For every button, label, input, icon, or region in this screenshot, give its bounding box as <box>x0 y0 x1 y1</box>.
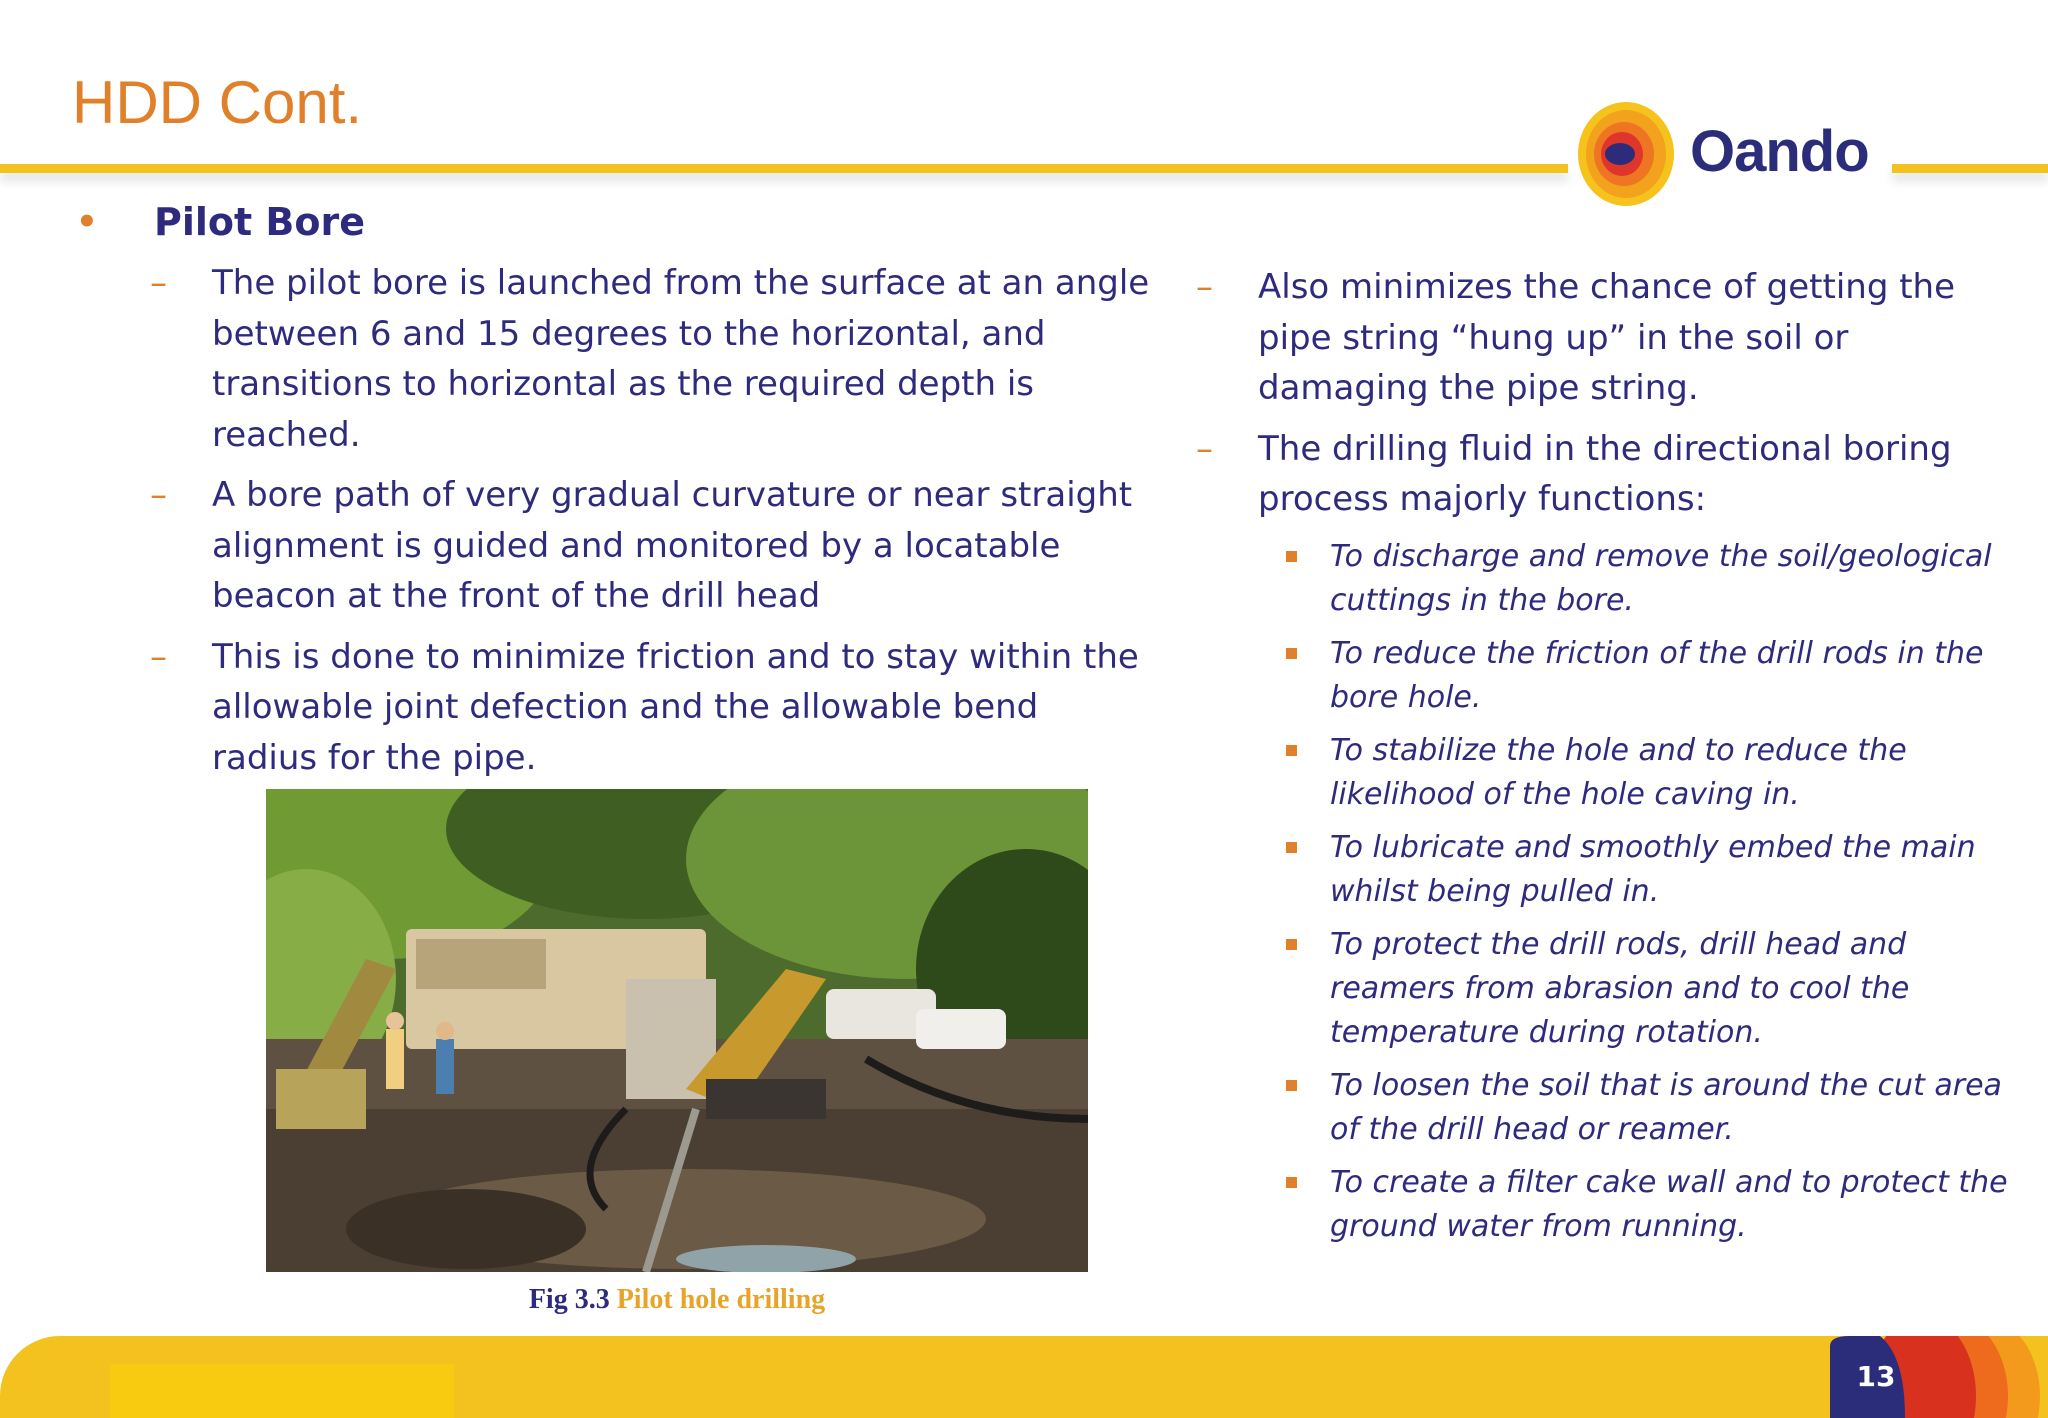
dash-icon: – <box>150 263 167 303</box>
oando-logo-mark-icon <box>1572 98 1682 210</box>
left-bullet-text: A bore path of very gradual curvature or near straight alignment is guided and monitored by a locatable beacon at the front of the drill head <box>212 475 1133 616</box>
slide-title: HDD Cont. <box>72 69 363 136</box>
oando-logo <box>1572 98 1902 210</box>
footer-placeholder-box <box>110 1364 454 1418</box>
list-item <box>1192 424 2012 525</box>
function-item <box>1192 632 2012 720</box>
bullet-dot-icon: • <box>76 202 98 242</box>
function-item <box>1192 535 2012 623</box>
logo-wordmark: Oando <box>1690 119 1869 184</box>
right-bullet-text: The drilling fluid in the directional boring process majorly functions: <box>1258 428 1952 519</box>
list-item <box>70 470 1150 622</box>
function-item <box>1192 729 2012 817</box>
left-column <box>70 196 1150 783</box>
figure-description: Pilot hole drilling <box>616 1284 826 1315</box>
dash-icon: – <box>1196 267 1213 307</box>
dash-icon: – <box>150 475 167 515</box>
function-item <box>1192 1161 2012 1249</box>
function-text: To protect the drill rods, drill head and reamers from abrasion and to cool the temperature during rotation. <box>1330 926 1910 1050</box>
list-item <box>70 632 1150 784</box>
page-number: 13 <box>1856 1360 1896 1393</box>
header-rule-right <box>1892 164 2048 173</box>
square-bullet-icon <box>1286 939 1297 950</box>
figure-caption <box>266 1284 1088 1316</box>
function-text: To loosen the soil that is around the cut area of the drill head or reamer. <box>1330 1067 2002 1147</box>
square-bullet-icon <box>1286 551 1297 562</box>
function-text: To reduce the friction of the drill rods in the bore hole. <box>1330 635 1984 715</box>
figure-label: Fig 3.3 <box>528 1284 610 1315</box>
footer-band <box>0 1336 2048 1418</box>
pilot-hole-drilling-photo <box>266 789 1088 1272</box>
square-bullet-icon <box>1286 648 1297 659</box>
right-bullet-text: Also minimizes the chance of getting the pipe string “hung up” in the soil or damaging the pipe string. <box>1258 267 1956 408</box>
dash-icon: – <box>150 636 167 677</box>
list-item <box>1192 262 2012 414</box>
heading-bullet <box>70 196 1150 248</box>
square-bullet-icon <box>1286 1177 1297 1188</box>
function-item <box>1192 826 2012 914</box>
function-text: To lubricate and smoothly embed the main whilst being pulled in. <box>1330 829 1976 909</box>
right-column <box>1192 262 2012 1258</box>
function-text: To create a filter cake wall and to protect the ground water from running. <box>1330 1164 2008 1244</box>
function-text: To discharge and remove the soil/geological cuttings in the bore. <box>1330 538 1992 618</box>
pilot-bore-heading: Pilot Bore <box>154 200 365 244</box>
function-text: To stabilize the hole and to reduce the likelihood of the hole caving in. <box>1330 732 1907 812</box>
square-bullet-icon <box>1286 842 1297 853</box>
square-bullet-icon <box>1286 745 1297 756</box>
left-bullet-text: The pilot bore is launched from the surface at an angle between 6 and 15 degrees to the horizontal, and transitions to horizontal as the required depth is reached. <box>212 263 1150 455</box>
function-item <box>1192 923 2012 1055</box>
square-bullet-icon <box>1286 1080 1297 1091</box>
header-rule-left <box>0 164 1568 173</box>
function-item <box>1192 1064 2012 1152</box>
list-item <box>70 258 1150 460</box>
drilling-site-illustration <box>266 789 1088 1272</box>
left-bullet-text: This is done to minimize friction and to stay within the allowable joint defection and the allowable bend radius for the pipe. <box>212 636 1139 778</box>
dash-icon: – <box>1196 428 1213 469</box>
